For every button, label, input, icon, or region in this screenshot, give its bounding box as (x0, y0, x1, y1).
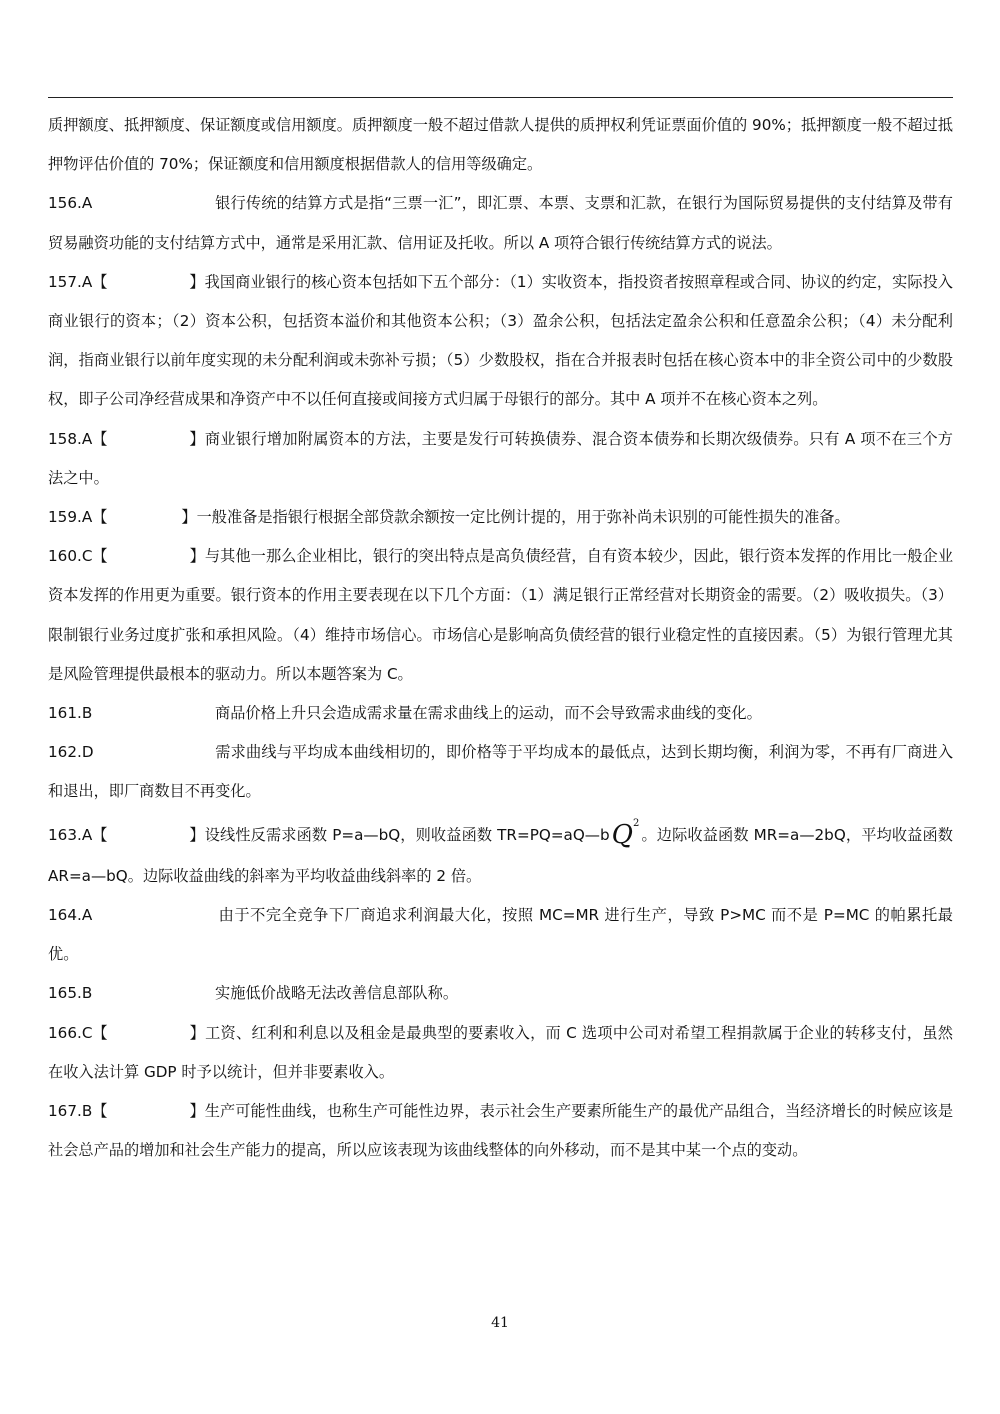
answer-item-162 (48, 733, 953, 811)
open-bracket: 【 (92, 429, 108, 448)
math-exponent: 2 (632, 817, 640, 829)
answer-code: 158.A (48, 429, 93, 448)
close-bracket: 】 (181, 508, 197, 527)
answer-code: 161.B (48, 704, 93, 723)
answer-explanation: 一般准备是指银行根据全部贷款余额按一定比例计提的，用于弥补尚未识别的可能性损失的准备。 (196, 508, 850, 527)
answer-explanation: 工资、红利和利息以及租金是最典型的要素收入，而 C 选项中公司对希望工程捐款属于企业的转移支付，虽然在收入法计算 GDP 时予以统计，但并非要素收入。 (48, 1023, 953, 1081)
close-bracket: 】 (189, 1102, 205, 1121)
answer-code: 166.C (48, 1023, 93, 1042)
answer-item-161 (48, 694, 953, 733)
answer-code: 157.A (48, 272, 93, 291)
answer-item-163 (48, 816, 953, 896)
answer-code: 162.D (48, 743, 94, 762)
open-bracket: 【 (92, 1102, 108, 1121)
header-rule (48, 97, 953, 98)
close-bracket: 】 (189, 1023, 205, 1042)
answer-explanation: 我国商业银行的核心资本包括如下五个部分：（1）实收资本，指投资者按照章程或合同、协议的约定，实际投入商业银行的资本；（2）资本公积，包括资本溢价和其他资本公积；（3）盈余公积，包括法定盈余公积和任意盈余公积；（4）未分配利润，指商业银行以前年度实现的未分配利润或未弥补亏损；（5）少数股权，指在合并报表时包括在核心资本中的非全资公司中的少数股权，即子公司净经营成果和净资产中不以任何直接或间接方式归属于母银行的部分。其中 A 项并不在核心资本之列。 (48, 272, 953, 409)
answer-explanation: 与其他一那么企业相比，银行的突出特点是高负债经营，自有资本较少，因此，银行资本发挥的作用比一般企业资本发挥的作用更为重要。银行资本的作用主要表现在以下几个方面：（1）满足银行正常经营对长期资金的需要。（2）吸收损失。（3）限制银行业务过度扩张和承担风险。（4）维持市场信心。市场信心是影响高负债经营的银行业稳定性的直接因素。（5）为银行管理尤其是风险管理提供最根本的驱动力。所以本题答案为 C。 (48, 547, 953, 683)
answer-item-166 (48, 1014, 953, 1092)
open-bracket: 【 (92, 825, 108, 844)
answer-explanation-part1: 设线性反需求函数 P=a—bQ，则收益函数 TR=PQ=aQ—b (204, 825, 610, 844)
answer-content (48, 106, 953, 1170)
answer-explanation: 实施低价战略无法改善信息部队称。 (215, 984, 458, 1003)
answer-code: 156.A (48, 194, 93, 213)
answer-code: 165.B (48, 984, 93, 1003)
answer-explanation: 商品价格上升只会造成需求量在需求曲线上的运动，而不会导致需求曲线的变化。 (215, 704, 762, 723)
answer-item-160 (48, 537, 953, 694)
answer-explanation: 商业银行增加附属资本的方法，主要是发行可转换债券、混合资本债券和长期次级债券。只有 A 项不在三个方法之中。 (48, 429, 953, 487)
open-bracket: 【 (92, 508, 108, 527)
answer-code: 160.C (48, 547, 93, 566)
answer-code: 163.A (48, 825, 93, 844)
close-bracket: 】 (189, 825, 205, 844)
answer-explanation: 生产可能性曲线，也称生产可能性边界，表示社会生产要素所能生产的最优产品组合，当经济增长的时候应该是社会总产品的增加和社会生产能力的提高，所以应该表现为该曲线整体的向外移动，而不是其中某一个点的变动。 (48, 1102, 953, 1160)
close-bracket: 】 (189, 429, 205, 448)
close-bracket: 】 (189, 547, 205, 566)
answer-item-164 (48, 896, 953, 974)
answer-explanation: 需求曲线与平均成本曲线相切的，即价格等于平均成本的最低点，达到长期均衡，利润为零，不再有厂商进入和退出，即厂商数目不再变化。 (48, 743, 953, 801)
close-bracket: 】 (189, 272, 205, 291)
open-bracket: 【 (92, 1023, 108, 1042)
math-variable-q: Q (611, 819, 633, 850)
answer-explanation: 由于不完全竞争下厂商追求利润最大化，按照 MC=MR 进行生产，导致 P>MC 而不是 P=MC 的帕累托最优。 (48, 906, 953, 964)
answer-item-157 (48, 263, 953, 420)
answer-code: 167.B (48, 1102, 93, 1121)
intro-text: 质押额度、抵押额度、保证额度或信用额度。质押额度一般不超过借款人提供的质押权利凭证票面价值的 90%；抵押额度一般不超过抵押物评估价值的 70%；保证额度和信用额度根据借款人的信用等级确定。 (48, 116, 953, 174)
open-bracket: 【 (92, 547, 108, 566)
answer-item-159 (48, 498, 953, 537)
answer-code: 164.A (48, 906, 93, 925)
intro-paragraph (48, 106, 953, 184)
page-number: 41 (491, 1315, 509, 1331)
answer-item-158 (48, 420, 953, 498)
answer-item-156 (48, 184, 953, 262)
answer-explanation: 银行传统的结算方式是指“三票一汇”，即汇票、本票、支票和汇款，在银行为国际贸易提供的支付结算及带有贸易融资功能的支付结算方式中，通常是采用汇款、信用证及托收。所以 A 项符合银行传统结算方式的说法。 (48, 194, 953, 252)
answer-item-165 (48, 974, 953, 1013)
open-bracket: 【 (92, 272, 108, 291)
answer-explanation-part2: 。边际收益函数 MR=a—2bQ，平均收益函数 AR=a—bQ。边际收益曲线的斜率为平均收益曲线斜率的 2 倍。 (48, 825, 953, 885)
answer-code: 159.A (48, 508, 93, 527)
answer-item-167 (48, 1092, 953, 1170)
